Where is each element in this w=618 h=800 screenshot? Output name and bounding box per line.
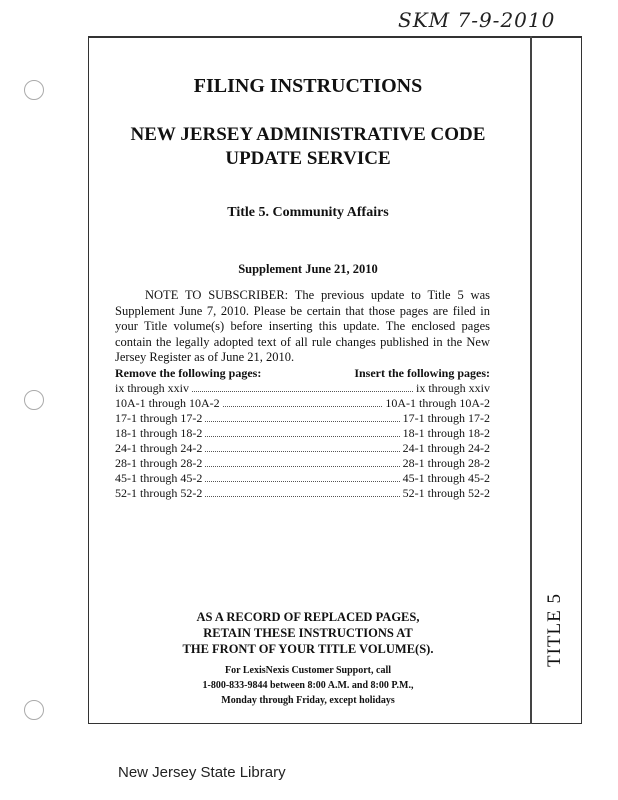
support-info (100, 663, 516, 708)
subscriber-note: NOTE TO SUBSCRIBER: The previous update to Title 5 was Supplement June 7, 2010. Please be certain that those pages are filed in your Title volume(s) before inserting this update. The enclosed pages contain the legally adopted text of all rule changes published in the New Jersey Register as of June 21, 2010. (115, 288, 490, 364)
insert-pages: 24-1 through 24-2 (402, 441, 490, 455)
code-title-line1: NEW JERSEY ADMINISTRATIVE CODE (130, 124, 486, 145)
support-line-2: 1-800-833-9844 between 8:00 A.M. and 8:00 P.M., (202, 680, 414, 691)
insert-pages: 45-1 through 45-2 (402, 471, 490, 485)
page-title: FILING INSTRUCTIONS (193, 75, 423, 97)
dot-leader (205, 426, 399, 437)
table-row (115, 456, 490, 471)
support-line-3: Monday through Friday, except holidays (221, 695, 395, 706)
supplement-date: Supplement June 21, 2010 (238, 262, 378, 276)
title-tab (535, 570, 575, 690)
remove-pages: 18-1 through 18-2 (115, 426, 203, 440)
dot-leader (205, 456, 399, 467)
binder-hole-top (24, 80, 44, 100)
remove-pages: 10A-1 through 10A-2 (115, 396, 220, 410)
table-row (115, 471, 490, 486)
dot-leader (205, 486, 399, 497)
record-line-3: THE FRONT OF YOUR TITLE VOLUME(S). (182, 642, 434, 656)
binder-hole-bottom (24, 700, 44, 720)
remove-pages: 24-1 through 24-2 (115, 441, 203, 455)
pages-table (115, 366, 490, 501)
title-tab-label: TITLE 5 (544, 592, 565, 668)
section-title: Title 5. Community Affairs (227, 205, 389, 220)
insert-pages: 10A-1 through 10A-2 (385, 396, 490, 410)
table-row (115, 381, 490, 396)
code-title-line2: UPDATE SERVICE (225, 148, 391, 169)
record-line-1: AS A RECORD OF REPLACED PAGES, (196, 610, 420, 624)
table-row (115, 411, 490, 426)
table-row (115, 441, 490, 456)
code-title (100, 123, 516, 171)
record-line-2: RETAIN THESE INSTRUCTIONS AT (203, 626, 413, 640)
dot-leader (205, 471, 399, 482)
remove-pages: 28-1 through 28-2 (115, 456, 203, 470)
record-notice (100, 609, 516, 657)
support-line-1: For LexisNexis Customer Support, call (224, 665, 391, 676)
dot-leader (192, 381, 413, 392)
pages-table-header (115, 366, 490, 381)
tab-divider-line (530, 36, 532, 724)
dot-leader (205, 441, 399, 452)
remove-pages: 52-1 through 52-2 (115, 486, 203, 500)
remove-pages: 45-1 through 45-2 (115, 471, 203, 485)
dot-leader (223, 396, 383, 407)
table-row (115, 396, 490, 411)
dot-leader (205, 411, 399, 422)
library-stamp: New Jersey State Library (118, 764, 286, 781)
insert-pages: 17-1 through 17-2 (402, 411, 490, 425)
remove-pages: 17-1 through 17-2 (115, 411, 203, 425)
insert-pages: 52-1 through 52-2 (402, 486, 490, 500)
insert-pages: 18-1 through 18-2 (402, 426, 490, 440)
binder-hole-middle (24, 390, 44, 410)
remove-pages: ix through xxiv (115, 381, 189, 395)
insert-pages: ix through xxiv (416, 381, 490, 395)
remove-header: Remove the following pages: (115, 366, 262, 380)
handwritten-annotation: SKM 7-9-2010 (398, 8, 556, 32)
table-row (115, 426, 490, 441)
insert-pages: 28-1 through 28-2 (402, 456, 490, 470)
insert-header: Insert the following pages: (354, 366, 490, 380)
table-row (115, 486, 490, 501)
